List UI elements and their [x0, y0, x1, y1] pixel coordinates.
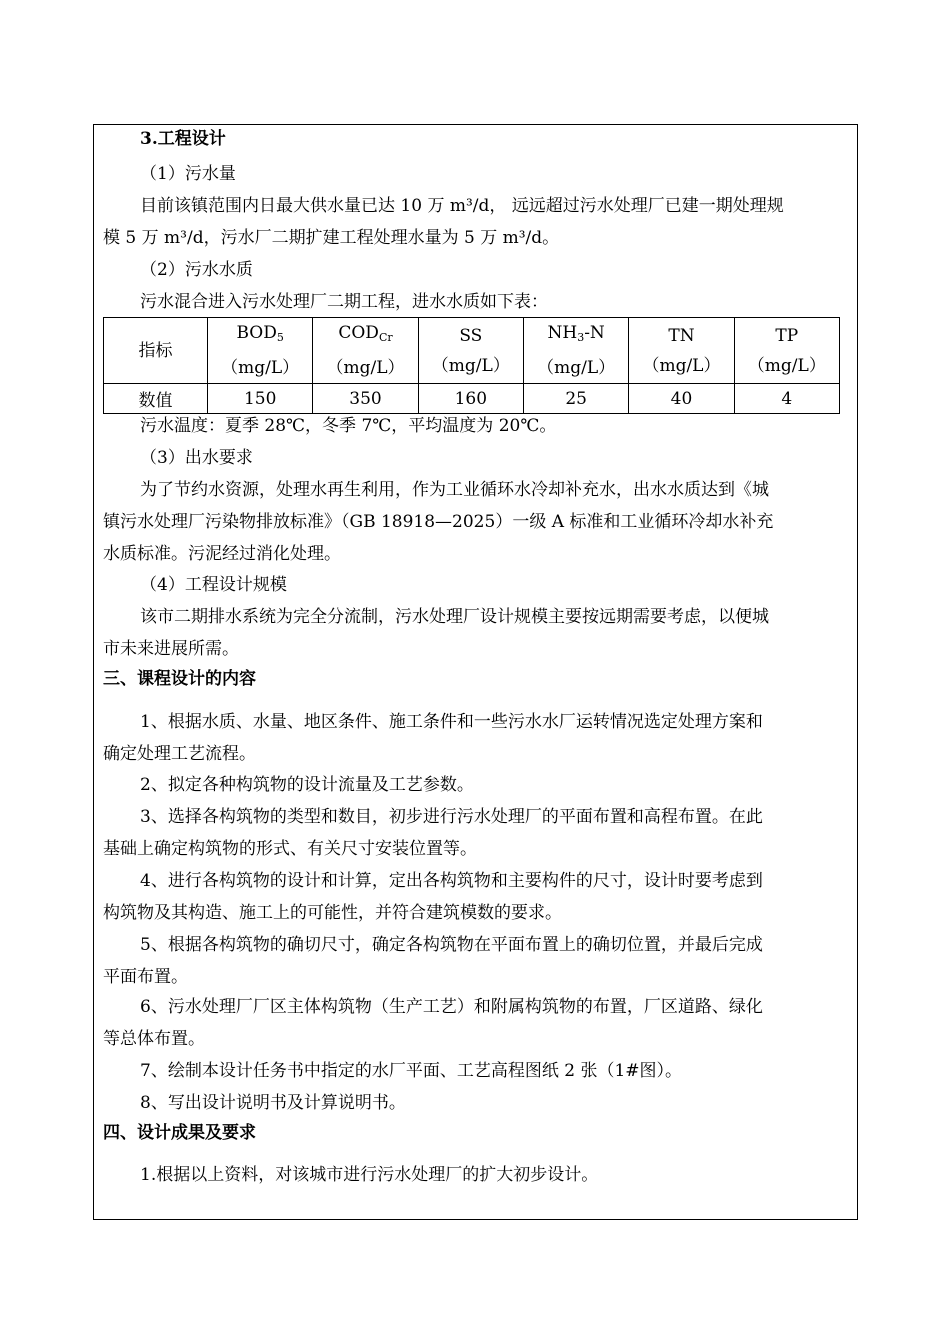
table-value-cell: 25	[523, 384, 628, 414]
subsection-3-line2: 镇污水处理厂污染物排放标准》（GB 18918—2025）一级 A 标准和工业循环冷却水补充	[103, 512, 774, 532]
temperature-line: 污水温度：夏季 28℃，冬季 7℃，平均温度为 20℃。	[140, 416, 557, 436]
param-name: SS	[459, 325, 483, 346]
table-value-cell: 40	[629, 384, 734, 414]
table-header-cell	[313, 318, 418, 384]
list-item-6-line2: 等总体布置。	[103, 1029, 205, 1049]
list-item-7: 7、绘制本设计任务书中指定的水厂平面、工艺高程图纸 2 张（1#图）。	[140, 1061, 682, 1081]
table-header-cell	[629, 318, 734, 384]
param-name: TN	[668, 325, 695, 346]
list-item-3-line1: 3、选择各构筑物的类型和数目，初步进行污水处理厂的平面布置和高程布置。在此	[140, 807, 763, 827]
list-item-4-line2: 构筑物及其构造、施工上的可能性，并符合建筑模数的要求。	[103, 903, 562, 923]
list-item-5-line2: 平面布置。	[103, 967, 188, 987]
subsection-2-intro: 污水混合进入污水处理厂二期工程，进水水质如下表：	[140, 292, 548, 312]
param-unit: （mg/L）	[221, 358, 300, 378]
subsection-4-line2: 市未来进展所需。	[103, 639, 239, 659]
subsection-3-title: （3）出水要求	[140, 448, 253, 468]
list-item-2: 2、拟定各种构筑物的设计流量及工艺参数。	[140, 775, 474, 795]
param-name: TP	[775, 325, 799, 346]
list-item-6-line1: 6、污水处理厂厂区主体构筑物（生产工艺）和附属构筑物的布置，厂区道路、绿化	[140, 997, 763, 1017]
param-unit: （mg/L）	[537, 358, 616, 378]
subsection-1-title: （1）污水量	[140, 164, 236, 184]
param-unit: （mg/L）	[431, 355, 510, 376]
subsection-1-para-line2: 模 5 万 m³/d，污水厂二期扩建工程处理水量为 5 万 m³/d。	[103, 228, 560, 248]
table-value-cell: 150	[208, 384, 313, 414]
table-value-cell: 160	[418, 384, 523, 414]
param-unit: （mg/L）	[642, 355, 721, 376]
table-row-header-cell: 指标	[104, 318, 208, 384]
table-header-cell	[418, 318, 523, 384]
param-name: BOD	[236, 323, 277, 343]
list-item-1-line1: 1、根据水质、水量、地区条件、施工条件和一些污水水厂运转情况选定处理方案和	[140, 712, 763, 732]
list-item-1-line2: 确定处理工艺流程。	[103, 744, 256, 764]
table-header-cell	[208, 318, 313, 384]
list-item-8: 8、写出设计说明书及计算说明书。	[140, 1093, 406, 1113]
water-quality-table	[103, 317, 840, 414]
list-item-5-line1: 5、根据各构筑物的确切尺寸，确定各构筑物在平面布置上的确切位置，并最后完成	[140, 935, 763, 955]
table-value-cell: 350	[313, 384, 418, 414]
part-4-title: 四、设计成果及要求	[103, 1123, 256, 1143]
param-name: NH	[547, 323, 578, 343]
table-header-cell	[523, 318, 628, 384]
param-unit: （mg/L）	[747, 355, 826, 376]
list-item-3-line2: 基础上确定构筑物的形式、有关尺寸安装位置等。	[103, 839, 477, 859]
param-name: COD	[338, 323, 379, 343]
subsection-3-line1: 为了节约水资源，处理水再生利用，作为工业循环水冷却补充水，出水水质达到《城	[140, 480, 769, 500]
section-3-title: 3.工程设计	[140, 129, 226, 149]
param-unit: （mg/L）	[326, 358, 405, 378]
param-subscript: Cr	[378, 331, 393, 344]
subsection-4-line1: 该市二期排水系统为完全分流制，污水处理厂设计规模主要按远期需要考虑，以便城	[140, 607, 769, 627]
part-4-line1: 1.根据以上资料，对该城市进行污水处理厂的扩大初步设计。	[140, 1165, 599, 1185]
table-value-row	[104, 384, 840, 414]
table-header-row	[104, 318, 840, 384]
param-name-suffix: -N	[584, 323, 605, 343]
param-subscript: 3	[577, 331, 585, 344]
table-value-cell: 4	[734, 384, 839, 414]
list-item-4-line1: 4、进行各构筑物的设计和计算，定出各构筑物和主要构件的尺寸，设计时要考虑到	[140, 871, 763, 891]
part-3-title: 三、课程设计的内容	[103, 669, 256, 689]
table-header-cell	[734, 318, 839, 384]
param-subscript: 5	[276, 331, 284, 344]
subsection-3-line3: 水质标准。污泥经过消化处理。	[103, 544, 341, 564]
table-row-header-cell: 数值	[104, 384, 208, 414]
subsection-4-title: （4）工程设计规模	[140, 575, 287, 595]
subsection-2-title: （2）污水水质	[140, 260, 253, 280]
subsection-1-para-line1: 目前该镇范围内日最大供水量已达 10 万 m³/d， 远远超过污水处理厂已建一期处理规	[140, 196, 784, 216]
